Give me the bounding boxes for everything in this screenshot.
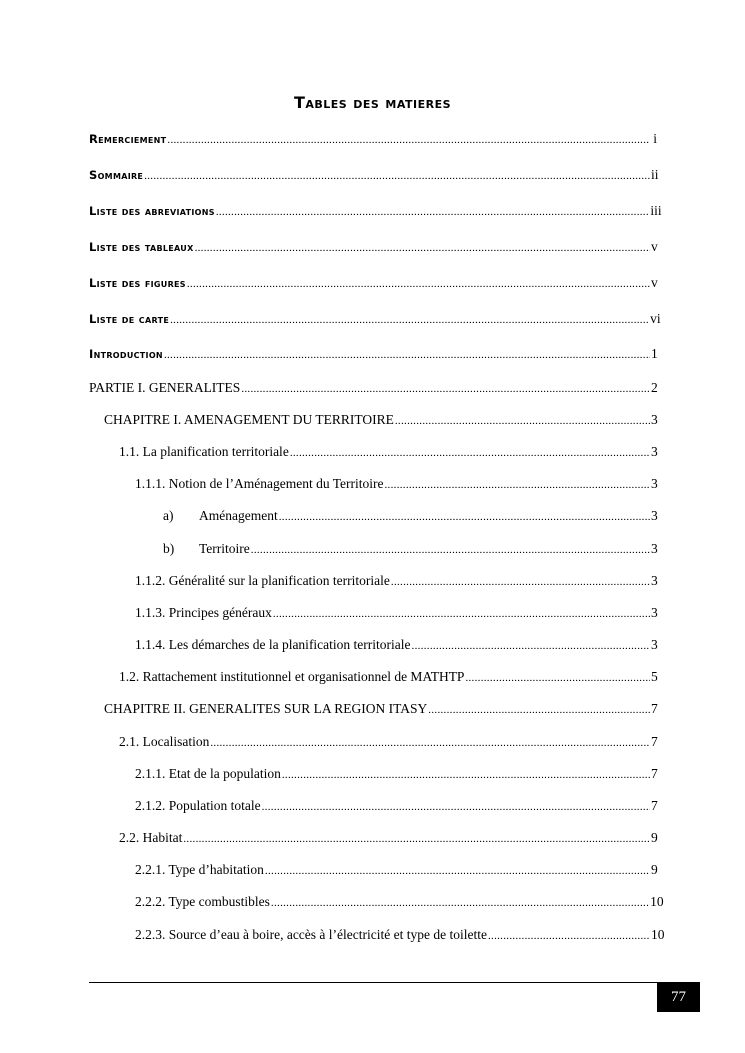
toc-entry-label: 1.1.2. Généralité sur la planification territoriale [135,573,390,588]
toc-entry-label: 2.2.1. Type d’habitation [135,862,264,877]
toc-entry-label: CHAPITRE I. AMENAGEMENT DU TERRITOIRE [104,412,394,427]
dot-leader [167,130,650,149]
toc-entry-label: Aménagement [199,508,278,523]
toc-entry-sommaire[interactable] [89,166,657,184]
toc-entry-1-1-4[interactable] [135,636,657,654]
dot-leader [428,700,650,719]
toc-entry-page: 3 [651,444,658,459]
toc-entry-2-2-3[interactable] [135,926,665,944]
toc-entry-page: 9 [651,862,658,877]
dot-leader [170,310,649,329]
toc-entry-page: ii [651,167,659,182]
toc-entry-label: 1.1.3. Principes généraux [135,605,272,620]
toc-entry-label: Remerciement [89,132,167,146]
toc-entry-page: 7 [651,734,658,749]
toc-entry-label: CHAPITRE II. GENERALITES SUR LA REGION ITASY [104,701,428,716]
toc-entry-1-1-1[interactable] [135,475,657,493]
toc-entry-introduction[interactable] [89,345,657,363]
toc-entry-partie-1[interactable] [89,379,657,397]
toc-entry-page: iii [650,203,662,218]
toc-entry-label: 2.1. Localisation [119,734,210,749]
dot-leader [385,475,651,494]
toc-entry-b[interactable] [163,540,657,558]
toc-entry-2-2-2[interactable] [135,893,664,911]
toc-entry-page: 2 [651,380,658,395]
toc-entry-1-1[interactable] [119,443,657,461]
toc-entry-page: 3 [651,637,658,652]
toc-entry-2-1[interactable] [119,733,657,751]
toc-entry-2-2-1[interactable] [135,861,657,879]
page-number-badge [657,982,700,1012]
toc-entry-page: 1 [651,346,658,361]
toc-entry-label: 1.1. La planification territoriale [119,444,289,459]
toc-entry-page: 3 [651,573,658,588]
toc-entry-page: 3 [651,476,658,491]
toc-entry-page: 7 [651,798,658,813]
toc-entry-2-2[interactable] [119,829,657,847]
toc-title: Tables des matieres [293,93,452,112]
footer-divider [89,982,657,983]
toc-entry-page: 3 [651,412,658,427]
dot-leader [251,540,650,559]
dot-leader [273,604,650,623]
toc-entry-label: 1.1.1. Notion de l’Aménagement du Territoire [135,476,384,491]
toc-entry-1-1-2[interactable] [135,572,657,590]
toc-entry-figures[interactable] [89,274,657,292]
dot-leader [488,926,650,945]
dot-leader [271,893,649,912]
dot-leader [216,202,650,221]
toc-entry-label: 1.2. Rattachement institutionnel et organisationnel de MATHTP [119,669,465,684]
toc-entry-2-1-1[interactable] [135,765,657,783]
toc-entry-page: 7 [651,766,658,781]
toc-entry-page: i [653,131,657,146]
toc-entry-label: Territoire [199,541,250,556]
toc-entry-page: 9 [651,830,658,845]
toc-entry-tableaux[interactable] [89,238,657,256]
toc-entry-carte[interactable] [89,310,661,328]
toc-entry-label: Liste de carte [89,312,170,326]
dot-leader [412,636,650,655]
dot-leader [164,345,650,364]
toc-entry-page: vi [650,311,661,326]
dot-leader [144,166,650,185]
toc-entry-page: 10 [651,927,665,942]
dot-leader [241,379,650,398]
dot-leader [391,572,650,591]
toc-entry-page: 7 [651,701,658,716]
toc-entry-page: 10 [650,894,664,909]
toc-entry-label: 2.2.3. Source d’eau à boire, accès à l’électricité et type de toilette [135,927,487,942]
toc-entry-label: Liste des figures [89,276,186,290]
toc-entry-abreviations[interactable] [89,202,662,220]
dot-leader [265,861,650,880]
toc-entry-label: PARTIE I. GENERALITES [89,380,241,395]
dot-leader [279,507,650,526]
toc-entry-1-2[interactable] [119,668,657,686]
toc-entry-chapitre-1[interactable] [104,411,657,429]
toc-entry-a[interactable] [163,507,657,525]
toc-entry-1-1-3[interactable] [135,604,657,622]
dot-leader [290,443,650,462]
toc-entry-label: 2.1.1. Etat de la population [135,766,281,781]
toc-entry-label: 2.2. Habitat [119,830,183,845]
toc-entry-label: Liste des abreviations [89,204,215,218]
toc-entry-page: v [651,275,658,290]
toc-entry-label: 2.1.2. Population totale [135,798,261,813]
toc-entry-label: 2.2.2. Type combustibles [135,894,270,909]
toc-entry-2-1-2[interactable] [135,797,657,815]
toc-entry-page: 5 [651,669,658,684]
dot-leader [395,411,650,430]
toc-entry-page: 3 [651,508,658,523]
page-number: 77 [671,988,686,1005]
toc-entry-marker: b) [163,541,175,556]
toc-entry-page: 3 [651,541,658,556]
toc-entry-label: Liste des tableaux [89,240,194,254]
dot-leader [183,829,650,848]
dot-leader [210,733,650,752]
dot-leader [187,274,650,293]
toc-entry-label: Introduction [89,347,163,361]
toc-entry-chapitre-2[interactable] [104,700,657,718]
toc-entry-remerciement[interactable] [89,130,657,148]
toc-entry-marker: a) [163,508,174,523]
toc-entry-label: 1.1.4. Les démarches de la planification territoriale [135,637,411,652]
dot-leader [465,668,650,687]
toc-entry-label: Sommaire [89,168,144,182]
dot-leader [282,765,650,784]
toc-entry-page: v [651,239,658,254]
toc-entry-page: 3 [651,605,658,620]
dot-leader [262,797,650,816]
dot-leader [195,238,650,257]
